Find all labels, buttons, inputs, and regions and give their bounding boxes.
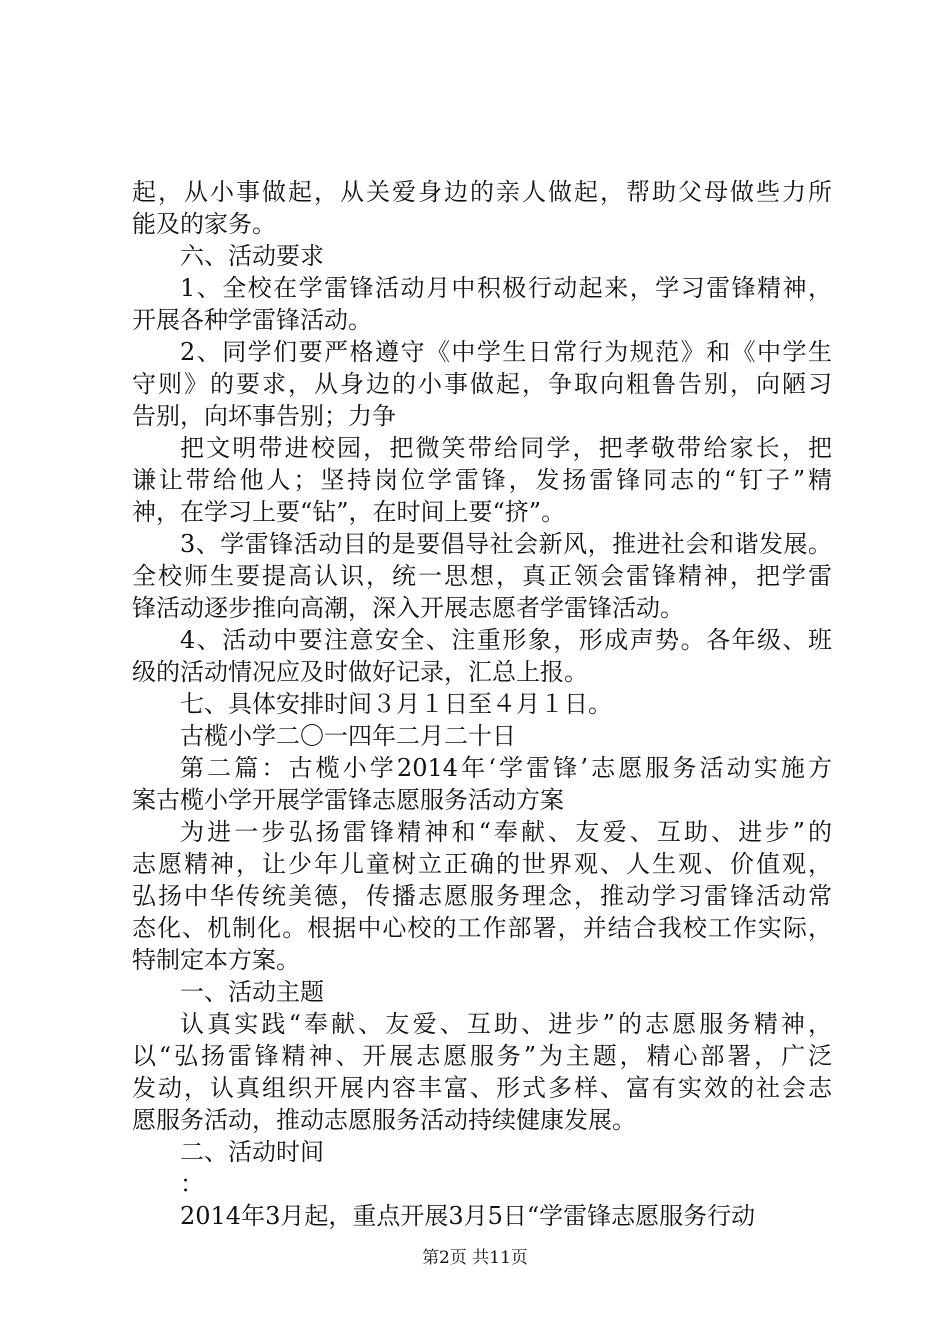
text-line <box>132 528 832 560</box>
text-line-content: 2014年3月起，重点开展3月5日“学雷锋志愿服务行动 <box>180 1202 756 1230</box>
text-line-content: 起，从小事做起，从关爱身边的亲人做起，帮助父母做些力所 <box>132 178 832 206</box>
text-line <box>132 688 832 720</box>
text-line <box>132 368 832 400</box>
text-line-content: 4、活动中要注意安全、注重形象，形成声势。各年级、班 <box>180 626 832 654</box>
text-line <box>132 1104 832 1136</box>
text-line-content: 态化、机制化。根据中心校的工作部署，并结合我校工作实际， <box>132 914 832 942</box>
text-line-content: 七、具体安排时间３月１日至４月１日。 <box>180 690 612 718</box>
text-line <box>132 400 832 432</box>
text-line <box>132 1040 832 1072</box>
text-line-content: 1、全校在学雷锋活动月中积极行动起来，学习雷锋精神， <box>180 274 832 302</box>
text-line <box>132 240 832 272</box>
text-line <box>132 1200 832 1232</box>
text-line-content: 志愿精神，让少年儿童树立正确的世界观、人生观、价值观， <box>132 850 832 878</box>
text-line <box>132 624 832 656</box>
text-line <box>132 304 832 336</box>
text-line <box>132 1072 832 1104</box>
text-line-content: 2、同学们要严格遵守《中学生日常行为规范》和《中学生 <box>180 338 832 366</box>
text-line <box>132 656 832 688</box>
text-line <box>132 464 832 496</box>
text-line <box>132 336 832 368</box>
text-line-content: 为进一步弘扬雷锋精神和“奉献、友爱、互助、进步”的 <box>180 818 832 846</box>
page-footer: 第2页 共11页 <box>422 1248 528 1268</box>
text-line-content: 谦让带给他人；坚持岗位学雷锋，发扬雷锋同志的“钉子”精 <box>132 466 832 494</box>
text-line-content: 特制定本方案。 <box>132 946 300 974</box>
text-line-content: 古榄小学二〇一四年二月二十日 <box>180 722 516 750</box>
text-line-content: 发动，认真组织开展内容丰富、形式多样、富有实效的社会志 <box>132 1074 832 1102</box>
text-line-content: ： <box>180 1170 204 1198</box>
text-line <box>132 176 832 208</box>
text-line <box>132 848 832 880</box>
text-line <box>132 496 832 528</box>
text-line-content: 告别，向坏事告别；力争 <box>132 402 396 430</box>
text-line <box>132 560 832 592</box>
text-line-content: 能及的家务。 <box>132 210 276 238</box>
text-line-content: 把文明带进校园，把微笑带给同学，把孝敬带给家长，把 <box>180 434 832 462</box>
text-line <box>132 784 832 816</box>
text-line <box>132 592 832 624</box>
text-line-content: 开展各种学雷锋活动。 <box>132 306 372 334</box>
text-line-content: 锋活动逐步推向高潮，深入开展志愿者学雷锋活动。 <box>132 594 684 622</box>
text-line <box>132 1168 832 1200</box>
text-line-content: 全校师生要提高认识，统一思想，真正领会雷锋精神，把学雷 <box>132 562 832 590</box>
text-line-content: 二、活动时间 <box>180 1138 324 1166</box>
text-line <box>132 1008 832 1040</box>
text-line <box>132 272 832 304</box>
text-line-content: 弘扬中华传统美德，传播志愿服务理念，推动学习雷锋活动常 <box>132 882 832 910</box>
text-line <box>132 912 832 944</box>
text-line <box>132 1136 832 1168</box>
text-line <box>132 816 832 848</box>
text-line-content: 神，在学习上要“钻”，在时间上要“挤”。 <box>132 498 566 526</box>
text-line-content: 六、活动要求 <box>180 242 324 270</box>
text-line <box>132 432 832 464</box>
text-line <box>132 880 832 912</box>
text-line <box>132 976 832 1008</box>
text-line <box>132 208 832 240</box>
text-line-content: 愿服务活动，推动志愿服务活动持续健康发展。 <box>132 1106 636 1134</box>
text-line <box>132 720 832 752</box>
text-line-content: 案古榄小学开展学雷锋志愿服务活动方案 <box>132 786 564 814</box>
text-line-content: 一、活动主题 <box>180 978 324 1006</box>
text-line-content: 认真实践“奉献、友爱、互助、进步”的志愿服务精神， <box>180 1010 832 1038</box>
document-body <box>132 176 832 1232</box>
text-line-content: 以“弘扬雷锋精神、开展志愿服务”为主题，精心部署，广泛 <box>132 1042 832 1070</box>
text-line-content: 第二篇：古榄小学2014年‘学雷锋’志愿服务活动实施方 <box>180 754 832 782</box>
text-line-content: 守则》的要求，从身边的小事做起，争取向粗鲁告别，向陋习 <box>132 370 832 398</box>
text-line-content: 级的活动情况应及时做好记录，汇总上报。 <box>132 658 588 686</box>
text-line <box>132 944 832 976</box>
text-line-content: 3、学雷锋活动目的是要倡导社会新风，推进社会和谐发展。 <box>180 530 832 558</box>
text-line <box>132 752 832 784</box>
